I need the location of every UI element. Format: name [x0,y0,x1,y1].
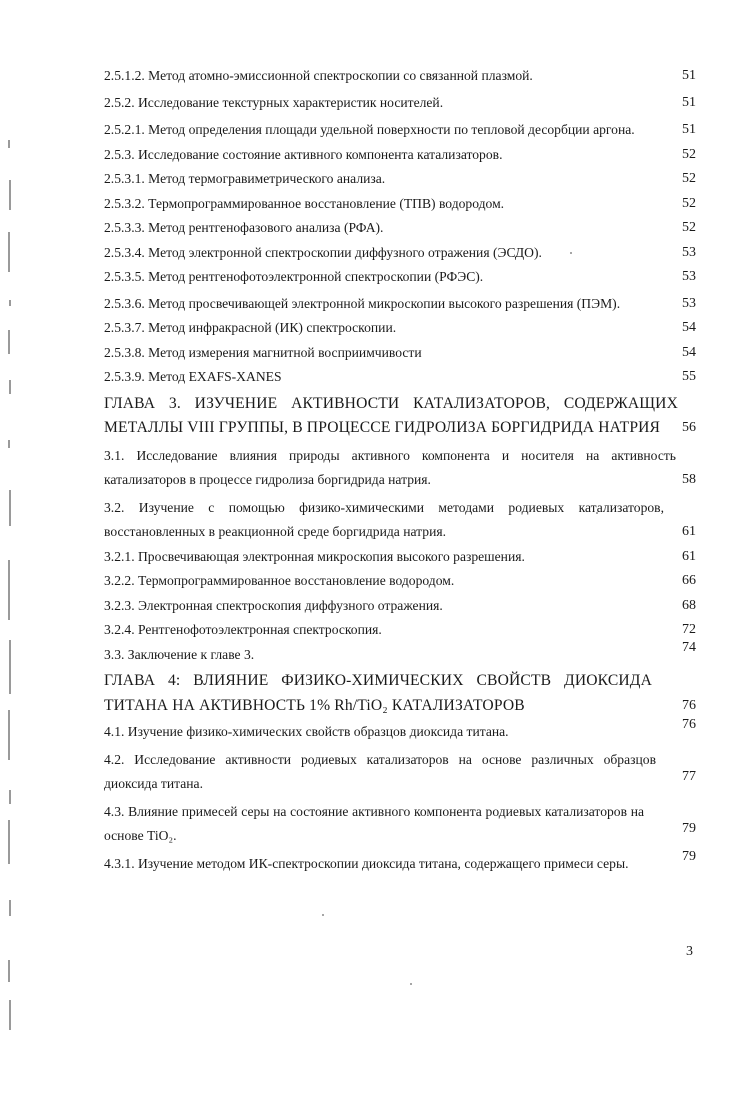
toc-entry-title: 2.5.3.6. Метод просвечивающей электронной микроскопии высокого разрешения (ПЭМ). [104,295,621,311]
toc-entry-page: 52 [682,220,696,235]
toc-entry-page: 58 [682,472,696,487]
toc-entry [104,545,696,570]
toc-entry-page: 56 [682,420,696,435]
toc-entry-title: 3.1. Исследование влияния природы активного компонента и носителя на активность катализаторов в процессе гидролиза боргидрида натрия. [104,447,676,487]
toc-entry [104,91,696,116]
toc-entry [104,316,696,341]
scan-margin-artifacts [0,0,20,1100]
toc-entry-title: 3.2. Изучение с помощью физико-химическими методами родиевых катализаторов, восстановленных в реакционной среде боргидрида натрия. [104,499,664,539]
toc-entry-page: 79 [682,821,696,836]
toc-entry-title: 2.5.3. Исследование состояние активного компонента катализаторов. [104,146,503,162]
toc-entry-title: 3.2.3. Электронная спектроскопия диффузного отражения. [104,597,443,613]
toc-entry [104,444,696,493]
toc-entry-title: 4.3. Влияние примесей серы на состояние активного компонента родиевых катализаторов на основе TiO₂. [104,803,644,843]
toc-entry-page: 52 [682,146,696,162]
toc-entry [104,748,696,797]
toc-entry-page: 68 [682,597,696,613]
toc-entry-title: 4.3.1. Изучение методом ИК-спектроскопии диоксида титана, содержащего примеси серы. [104,855,629,871]
toc-entry-title: 4.2. Исследование активности родиевых катализаторов на основе различных образцов диоксида титана. [104,751,656,791]
toc-entry-page: 61 [682,548,696,564]
toc-entry-title: 3.2.4. Рентгенофотоэлектронная спектроскопия. [104,622,382,637]
toc-entry-page: 72 [682,622,696,637]
toc-entry [104,341,696,366]
toc-entry-page: 79 [682,848,696,864]
toc-entry [104,118,696,143]
toc-entry [104,365,696,390]
toc-entry-title: 2.5.1.2. Метод атомно-эмиссионной спектроскопии со связанной плазмой. [104,68,533,83]
toc-entry [104,64,696,89]
toc-entry [104,241,696,266]
toc-entry [104,717,696,745]
toc-entry-page: 61 [682,524,696,539]
toc-entry-title: 2.5.3.5. Метод рентгенофотоэлектронной спектроскопии (РФЭС). [104,269,484,284]
toc-entry-title: 3.3. Заключение к главе 3. [104,646,255,662]
toc-entry [104,496,696,545]
toc-entry-title: ГЛАВА 3. ИЗУЧЕНИЕ АКТИВНОСТИ КАТАЛИЗАТОРОВ, СОДЕРЖАЩИХ МЕТАЛЛЫ VIII ГРУППЫ, В ПРОЦЕССЕ ГИДРОЛИЗА БОРГИДРИДА НАТРИЯ [104,394,678,436]
toc-entry-page: 52 [682,195,696,211]
toc-entry [104,639,696,668]
page-number: 3 [686,944,693,959]
toc-entry-page: 74 [682,639,696,655]
toc-entry [104,143,696,168]
toc-entry-title: 2.5.3.8. Метод измерения магнитной восприимчивости [104,344,422,360]
toc-entry [104,292,696,317]
toc-entry [104,594,696,619]
toc-entry-page: 53 [682,295,696,311]
table-of-contents [104,64,696,876]
toc-entry-page: 53 [682,244,696,260]
toc-entry-page: 51 [682,68,696,83]
toc-entry-title: 2.5.3.9. Метод EXAFS-XANES [104,369,282,384]
toc-entry-title: 4.1. Изучение физико-химических свойств образцов диоксида титана. [104,724,509,739]
toc-entry-title: 2.5.3.3. Метод рентгенофазового анализа (РФА). [104,220,384,235]
toc-entry [104,216,696,241]
toc-entry [104,167,696,192]
toc-entry-title: ГЛАВА 4: ВЛИЯНИЕ ФИЗИКО-ХИМИЧЕСКИХ СВОЙСТВ ДИОКСИДА ТИТАНА НА АКТИВНОСТЬ 1% Rh/TiO₂ КАТАЛИЗАТОРОВ [104,672,652,714]
toc-entry-title: 2.5.3.2. Термопрограммированное восстановление (ТПВ) водородом. [104,195,505,211]
toc-entry-page: 77 [682,769,696,784]
toc-entry-page: 66 [682,573,696,588]
toc-entry [104,800,696,849]
toc-entry [104,618,696,643]
toc-entry-page: 53 [682,269,696,284]
toc-entry-page: 51 [682,94,696,110]
toc-entry-page: 76 [682,717,696,732]
toc-entry [104,192,696,217]
toc-entry-page: 54 [682,344,696,360]
toc-entry [104,265,696,290]
toc-entry-title: 2.5.2. Исследование текстурных характеристик носителей. [104,94,444,110]
toc-entry-title: 3.2.1. Просвечивающая электронная микроскопия высокого разрешения. [104,548,525,564]
toc-entry-page: 76 [682,697,696,713]
toc-entry-title: 2.5.2.1. Метод определения площади удельной поверхности по тепловой десорбции аргона. [104,122,635,137]
toc-entry-title: 2.5.3.1. Метод термогравиметрического анализа. [104,171,386,186]
toc-chapter-entry [104,669,696,718]
toc-entry-title: 2.5.3.7. Метод инфракрасной (ИК) спектроскопии. [104,320,397,335]
toc-entry-title: 3.2.2. Термопрограммированное восстановление водородом. [104,573,455,588]
toc-entry-page: 51 [682,122,696,137]
toc-entry-page: 52 [682,171,696,186]
toc-entry [104,848,696,877]
toc-entry [104,569,696,594]
toc-entry-page: 54 [682,320,696,335]
toc-entry-page: 55 [682,369,696,384]
toc-entry-title: 2.5.3.4. Метод электронной спектроскопии диффузного отражения (ЭСДО). [104,244,542,260]
toc-chapter-entry [104,392,696,441]
